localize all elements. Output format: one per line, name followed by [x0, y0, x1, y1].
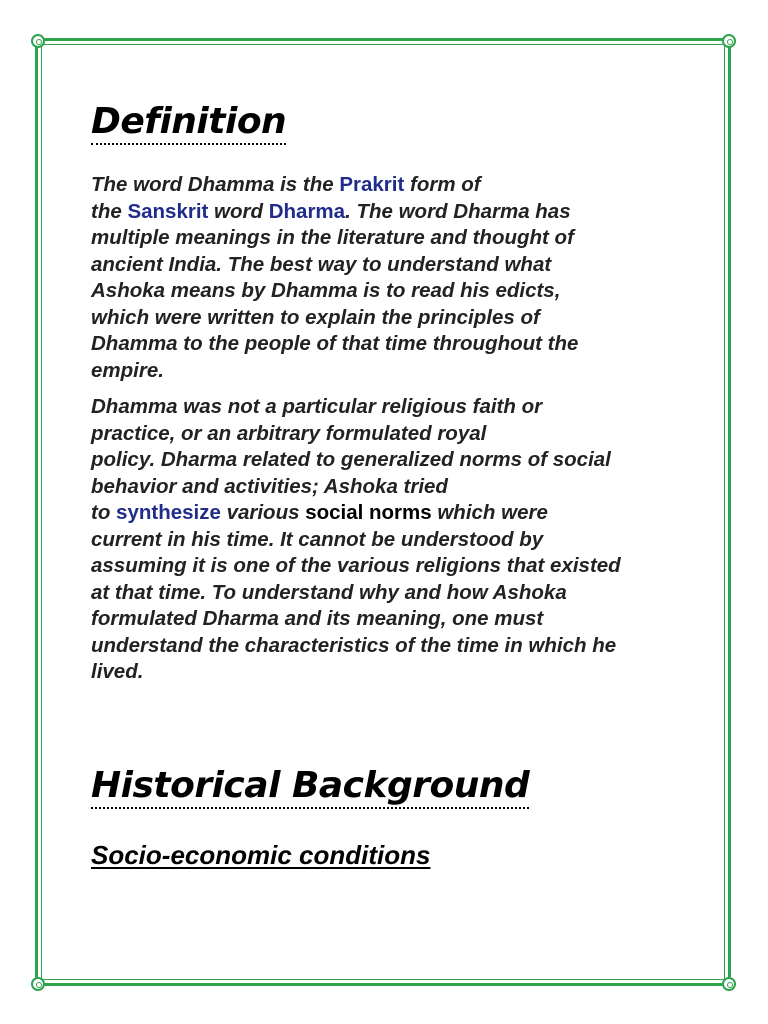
text-line: the Sanskrit word Dharma. The word Dharma has — [91, 199, 571, 223]
text-line: formulated Dharma and its meaning, one must — [91, 607, 544, 630]
definition-paragraph-2 — [91, 394, 691, 686]
corner-ornament-icon — [722, 34, 736, 48]
corner-ornament-icon — [31, 977, 45, 991]
text-line: behavior and activities; Ashoka tried — [91, 474, 448, 498]
socio-economic-subheading — [91, 838, 430, 872]
corner-ornament-icon — [722, 977, 736, 991]
definition-heading-text: Definition — [91, 101, 286, 145]
text-line: understand the characteristics of the time in which he — [91, 633, 617, 657]
link-dharma[interactable]: Dharma — [268, 199, 346, 223]
text-line: policy. Dharma related to generalized norms of social — [91, 448, 611, 471]
text-line: The word Dhamma is the Prakrit form of — [91, 173, 481, 196]
text-line: ancient India. The best way to understand what — [91, 252, 552, 276]
text-line: practice, or an arbitrary formulated royal — [91, 421, 487, 445]
link-synthesize[interactable]: synthesize — [116, 501, 221, 524]
text-line: to synthesize various social norms which were — [91, 501, 548, 524]
definition-heading — [91, 100, 286, 144]
socio-economic-subheading-text: Socio-economic conditions — [91, 840, 431, 870]
text-line: current in his time. It cannot be understood by — [91, 527, 544, 551]
text-line: which were written to explain the principles of — [91, 305, 540, 329]
text-line: empire. — [91, 358, 164, 382]
link-sanskrit[interactable]: Sanskrit — [127, 199, 209, 223]
text-line: Dhamma was not a particular religious faith or — [91, 395, 543, 418]
historical-background-heading — [91, 764, 529, 808]
historical-background-heading-text: Historical Background — [91, 765, 529, 809]
definition-paragraph-1 — [91, 172, 691, 384]
text-line: multiple meanings in the literature and thought of — [91, 226, 574, 249]
text-line: assuming it is one of the various religions that existed — [91, 554, 621, 577]
text-line: lived. — [91, 660, 144, 683]
corner-ornament-icon — [31, 34, 45, 48]
text-line: Dhamma to the people of that time throughout the — [91, 332, 579, 355]
text-line: Ashoka means by Dhamma is to read his edicts, — [91, 279, 561, 302]
link-prakrit[interactable]: Prakrit — [339, 173, 405, 196]
text-line: at that time. To understand why and how Ashoka — [91, 580, 567, 604]
social-norms-term: social norms — [305, 501, 432, 524]
